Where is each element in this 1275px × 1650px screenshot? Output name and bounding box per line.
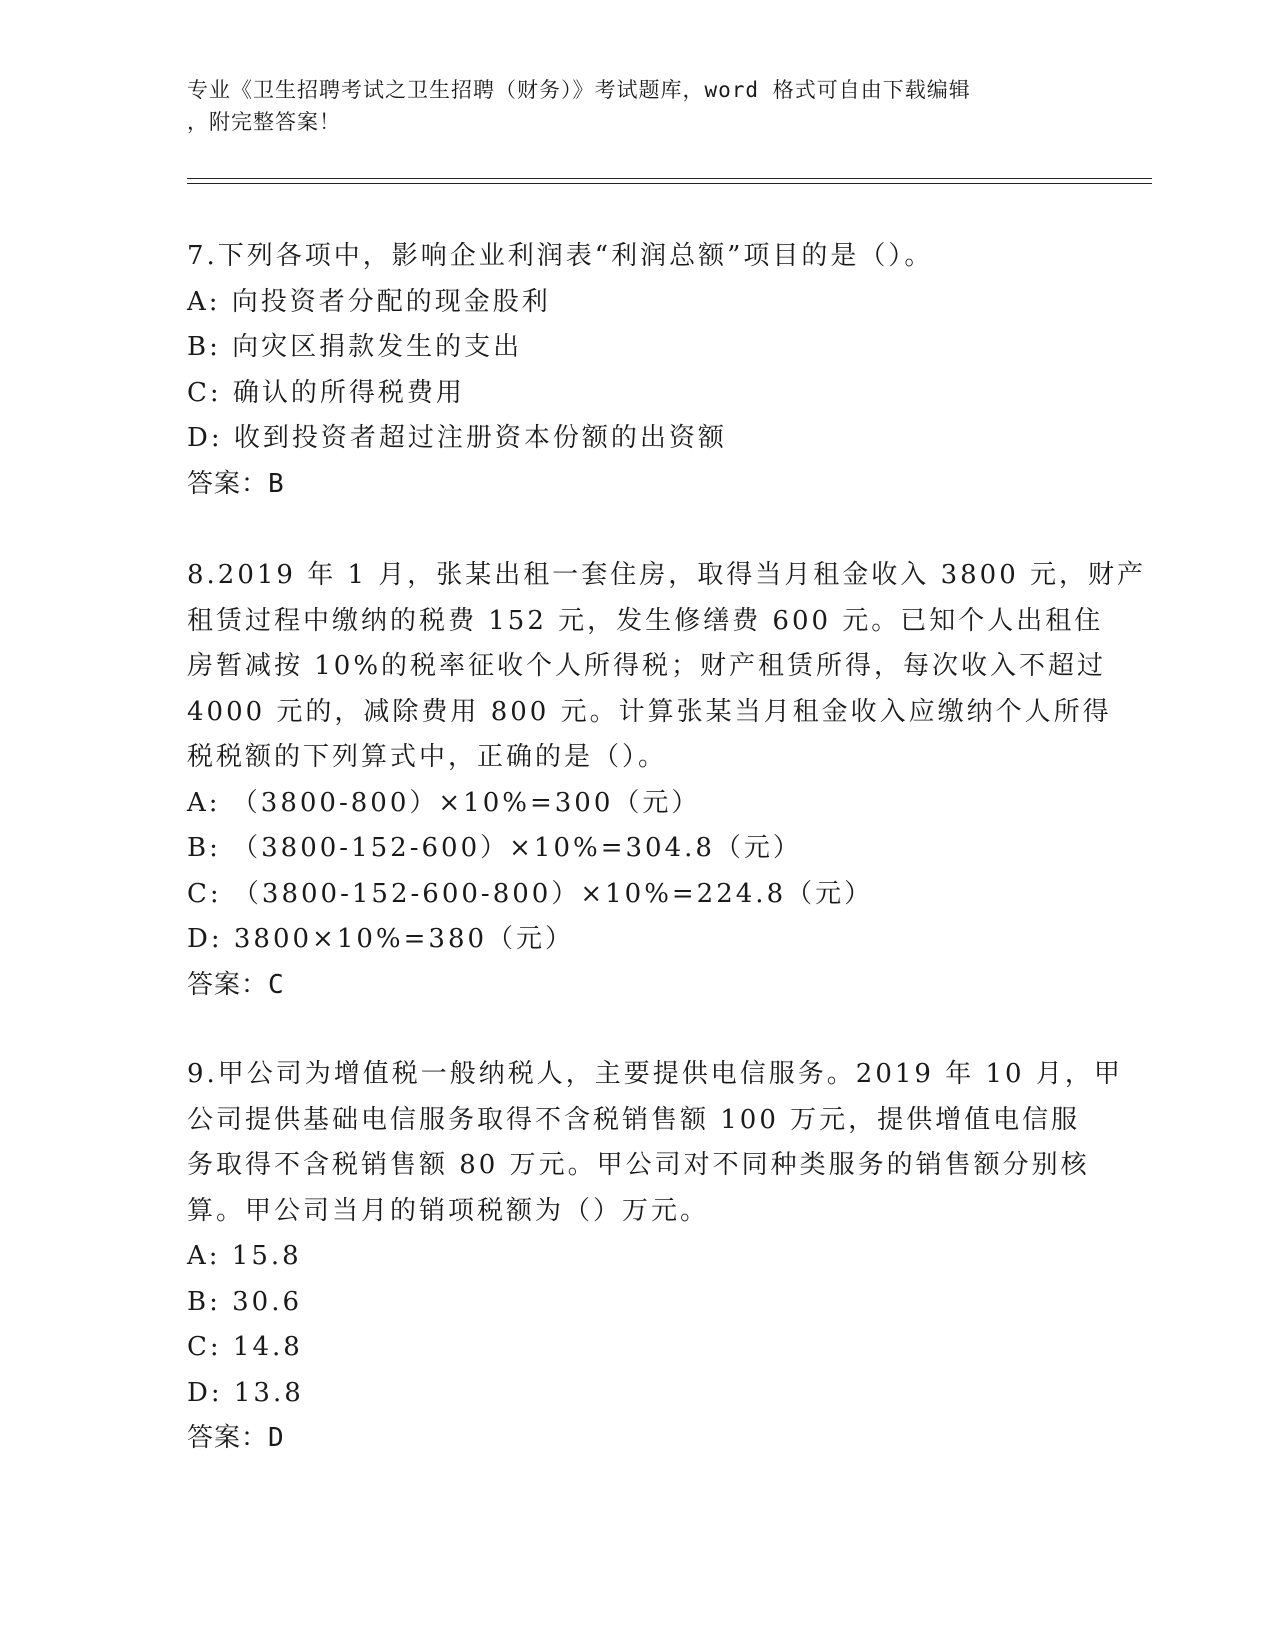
header-divider — [187, 178, 1152, 179]
question-9 — [187, 1052, 1123, 1462]
question-stem: 7.下列各项中，影响企业利润表“利润总额”项目的是（）。 — [187, 241, 934, 271]
option-c: C: 确认的所得税费用 — [187, 377, 465, 408]
question-stem: 房暂减按 10%的税率征收个人所得税；财产租赁所得，每次收入不超过 — [187, 651, 1107, 681]
option-d: D: 收到投资者超过注册资本份额的出资额 — [187, 423, 727, 453]
question-7 — [187, 234, 1087, 507]
header-line: ，附完整答案！ — [187, 110, 341, 134]
answer: 答案：C — [187, 969, 285, 1000]
option-b: B: 30.6 — [187, 1286, 303, 1317]
option-b: B: 向灾区捐款发生的支出 — [187, 332, 523, 362]
question-stem: 9.甲公司为增值税一般纳税人，主要提供电信服务。2019 年 10 月，甲 — [187, 1059, 1123, 1089]
option-a: A: （3800-800）×10%=300（元） — [187, 787, 701, 818]
document-header — [187, 74, 1067, 138]
answer: 答案：B — [187, 468, 285, 499]
question-stem: 公司提供基础电信服务取得不含税销售额 100 万元，提供增值电信服 — [187, 1104, 1081, 1135]
option-c: C: 14.8 — [187, 1332, 303, 1362]
option-c: C: （3800-152-600-800）×10%=224.8（元） — [187, 878, 874, 909]
question-stem: 4000 元的，减除费用 800 元。计算张某当月租金收入应缴纳个人所得 — [187, 696, 1112, 727]
option-a: A: 向投资者分配的现金股利 — [187, 286, 551, 317]
question-stem: 算。甲公司当月的销项税额为（）万元。 — [187, 1195, 710, 1226]
header-line: 专业《卫生招聘考试之卫生招聘（财务）》考试题库，word 格式可自由下载编辑 — [187, 78, 971, 102]
answer: 答案：D — [187, 1423, 285, 1453]
option-d: D: 3800×10%=380（元） — [187, 924, 575, 954]
question-stem: 税税额的下列算式中，正确的是（）。 — [187, 742, 668, 772]
question-8 — [187, 553, 1147, 1008]
question-stem: 租赁过程中缴纳的税费 152 元，发生修缮费 600 元。已知个人出租住 — [187, 605, 1104, 636]
header-divider — [187, 183, 1152, 184]
question-stem: 8.2019 年 1 月，张某出租一套住房，取得当月租金收入 3800 元，财产 — [187, 560, 1147, 590]
option-b: B: （3800-152-600）×10%=304.8（元） — [187, 833, 802, 863]
option-d: D: 13.8 — [187, 1377, 304, 1408]
question-stem: 务取得不含税销售额 80 万元。甲公司对不同种类服务的销售额分别核 — [187, 1150, 1090, 1180]
option-a: A: 15.8 — [187, 1241, 302, 1271]
